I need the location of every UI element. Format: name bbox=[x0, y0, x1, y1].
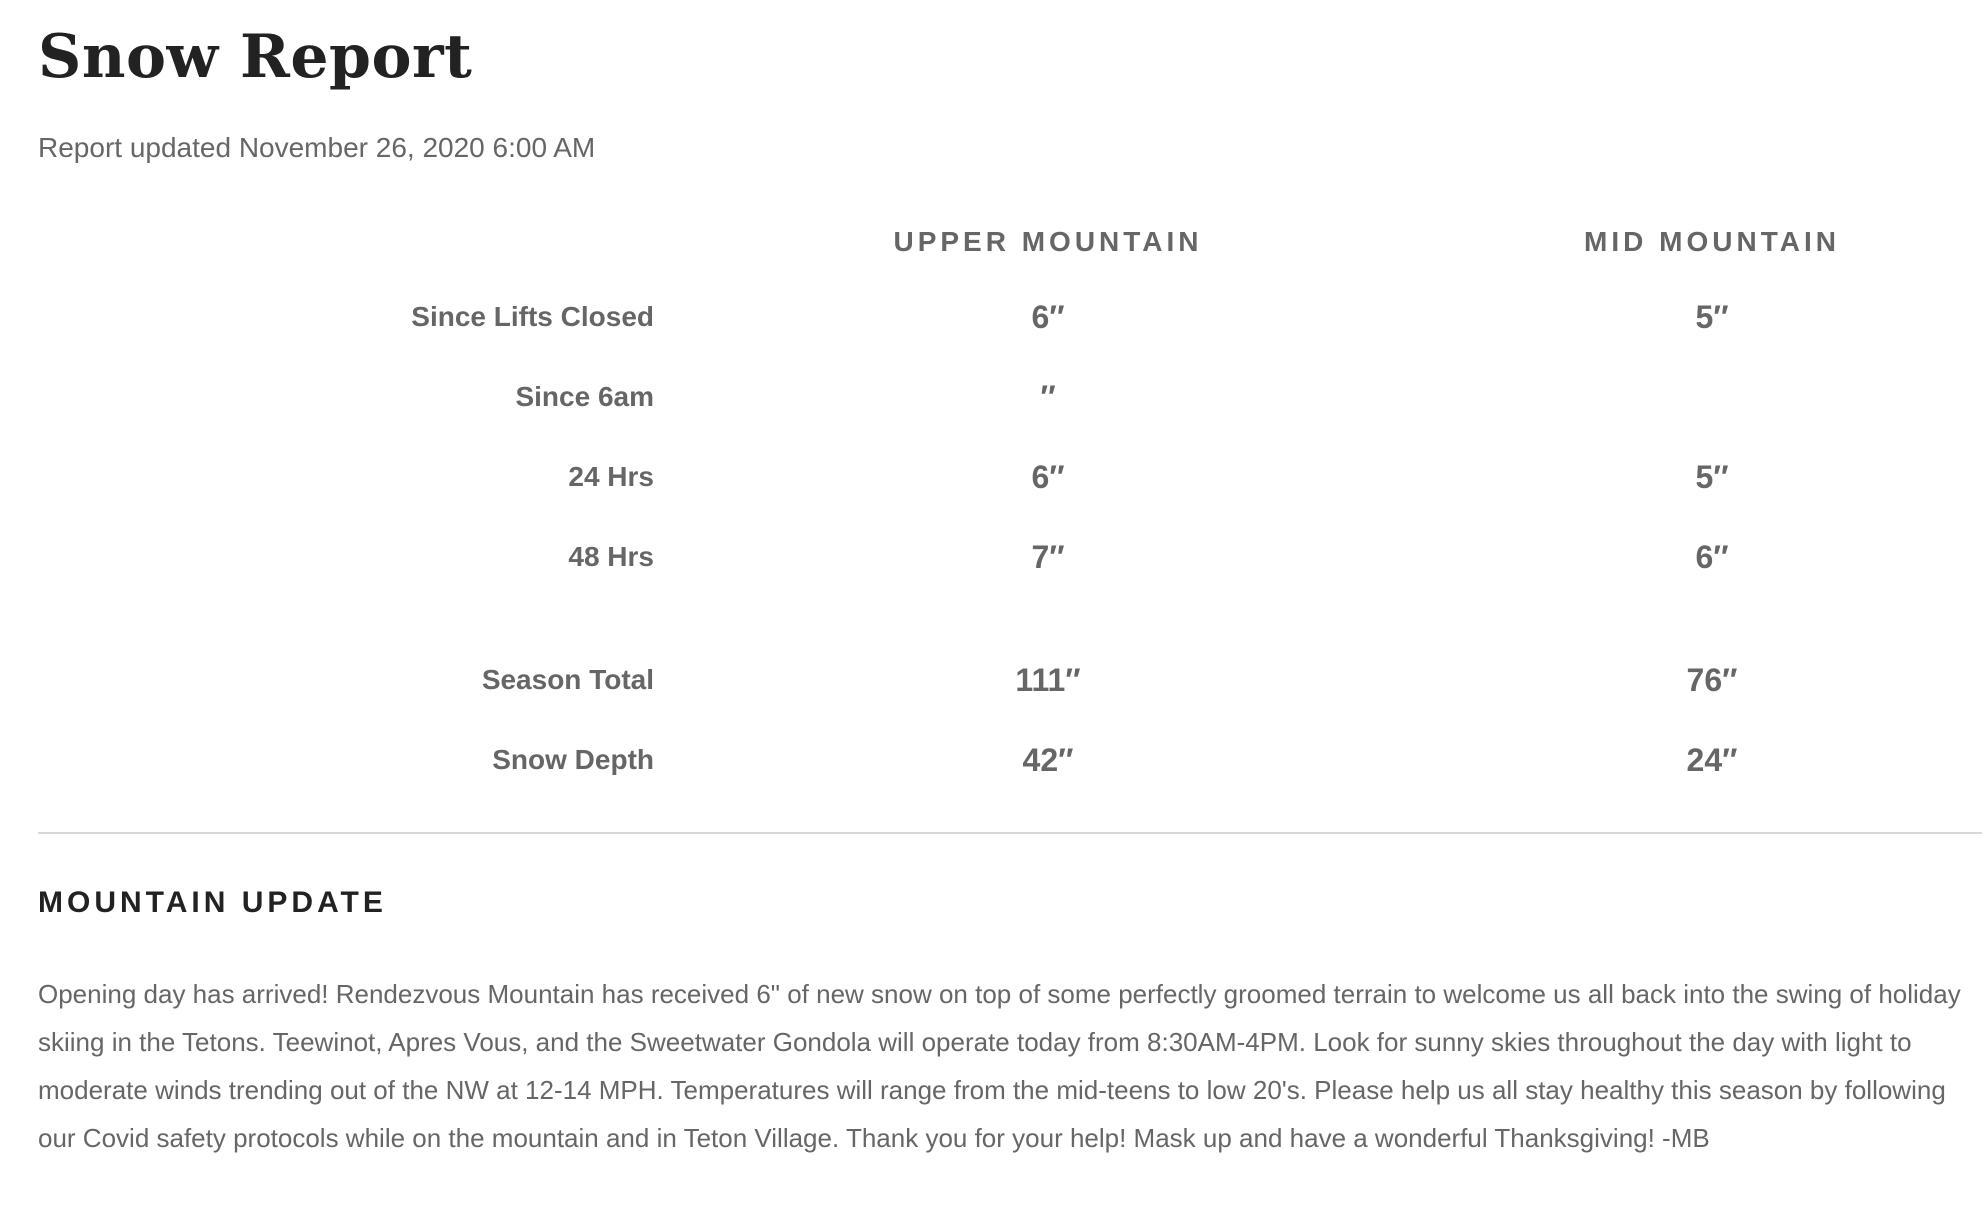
upper-mountain-value: 6″ bbox=[1031, 299, 1065, 335]
table-row-24-hrs bbox=[38, 455, 1982, 499]
mid-mountain-value: 5″ bbox=[1695, 459, 1729, 495]
upper-mountain-value: 6″ bbox=[1031, 459, 1065, 495]
row-label: 24 Hrs bbox=[568, 461, 654, 492]
upper-mountain-value: 7″ bbox=[1031, 539, 1065, 575]
table-row-48-hrs bbox=[38, 535, 1982, 579]
upper-mountain-value: 42″ bbox=[1022, 742, 1074, 778]
row-label: Snow Depth bbox=[492, 744, 654, 775]
row-label: Season Total bbox=[481, 664, 654, 695]
mid-mountain-value: 5″ bbox=[1695, 299, 1729, 335]
row-label: Since Lifts Closed bbox=[411, 301, 654, 332]
snow-table bbox=[38, 0, 1982, 800]
column-header-upper-mountain: UPPER MOUNTAIN bbox=[893, 226, 1203, 257]
row-label: 48 Hrs bbox=[568, 541, 654, 572]
table-row-since-6am bbox=[38, 375, 1982, 419]
page-title: Snow Report bbox=[38, 22, 473, 92]
table-row-snow-depth bbox=[38, 738, 1982, 782]
table-row-since-lifts-closed bbox=[38, 295, 1982, 339]
mid-mountain-value: 6″ bbox=[1695, 539, 1729, 575]
mountain-update-body: Opening day has arrived! Rendezvous Mountain has received 6" of new snow on top of some perfectly groomed terrain to welcome us all back into the swing of holiday skiing in the Tetons. Teewinot, Apres Vous, and the Sweetwater Gondola will operate today from 8:30AM-4PM. Look for sunny skies throughout the day with light to moderate winds trending out of the NW at 12-14 MPH. Temperatures will range from the mid-teens to low 20's. Please help us all stay healthy this season by following our Covid safety protocols while on the mountain and in Teton Village. Thank you for your help! Mask up and have a wonderful Thanksgiving! -MB bbox=[38, 979, 1961, 1153]
column-header-mid-mountain: MID MOUNTAIN bbox=[1584, 226, 1840, 257]
section-divider bbox=[38, 832, 1982, 834]
upper-mountain-value: ″ bbox=[1040, 379, 1056, 415]
mid-mountain-value: 76″ bbox=[1686, 662, 1738, 698]
table-row-season-total bbox=[38, 658, 1982, 702]
report-updated-timestamp: Report updated November 26, 2020 6:00 AM bbox=[38, 132, 596, 163]
mid-mountain-value: 24″ bbox=[1686, 742, 1738, 778]
mountain-update-heading: MOUNTAIN UPDATE bbox=[38, 886, 387, 919]
row-label: Since 6am bbox=[515, 381, 654, 412]
upper-mountain-value: 111″ bbox=[1015, 662, 1081, 698]
